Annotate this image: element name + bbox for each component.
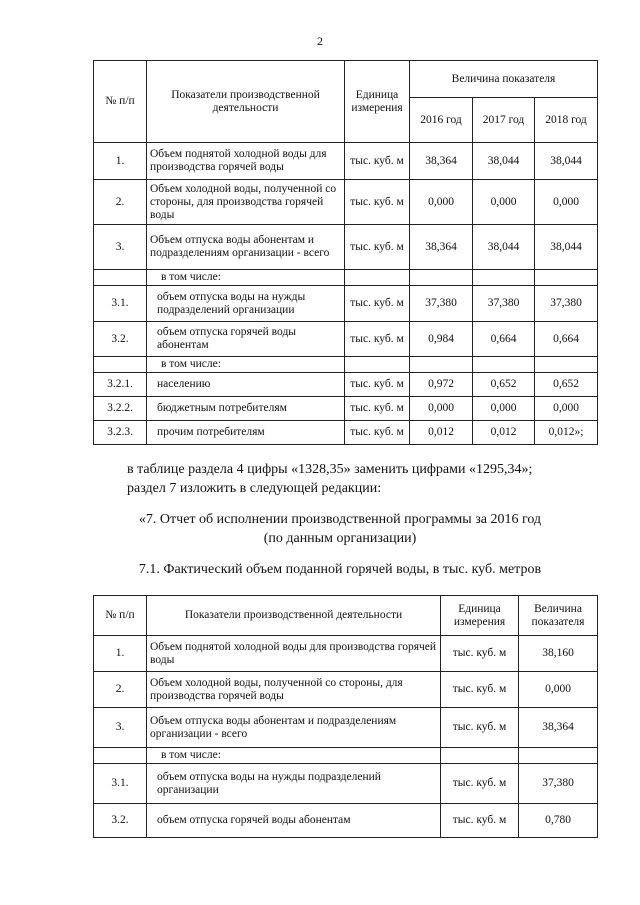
row-unit: тыс. куб. м (345, 397, 410, 421)
row-unit: тыс. куб. м (345, 225, 410, 270)
header-num: № п/п (94, 61, 147, 143)
row-name: объем отпуска воды на нужды подразделений организации (147, 764, 441, 804)
row-value: 0,000 (410, 180, 473, 225)
row-name: Объем холодной воды, полученной со стороны, для производства горячей воды (147, 180, 345, 225)
row-value: 38,044 (473, 225, 535, 270)
row-unit: тыс. куб. м (441, 804, 519, 838)
row-unit: тыс. куб. м (345, 286, 410, 322)
section-subtitle: (по данным организации) (263, 531, 417, 546)
header-unit: Единица измерения (441, 596, 519, 636)
row-name: объем отпуска горячей воды абонентам (147, 322, 345, 357)
row-num: 3.2. (94, 804, 147, 838)
row-value: 0,012»; (535, 421, 598, 445)
row-name: населению (147, 373, 345, 397)
header-num: № п/п (94, 596, 147, 636)
row-value: 0,652 (473, 373, 535, 397)
table-row (94, 270, 598, 286)
row-num: 3.1. (94, 286, 147, 322)
table-row (94, 397, 598, 421)
row-unit: тыс. куб. м (345, 322, 410, 357)
table-row (94, 708, 598, 748)
row-num: 3. (94, 225, 147, 270)
row-name: Объем отпуска воды абонентам и подразделениям организации - всего (147, 225, 345, 270)
section-title: «7. Отчет об исполнении производственной программы за 2016 год (138, 512, 542, 527)
header-indicator: Показатели производственной деятельности (147, 596, 441, 636)
table-row (94, 636, 598, 672)
row-value: 0,000 (473, 180, 535, 225)
row-unit: тыс. куб. м (345, 180, 410, 225)
row-value: 0,000 (535, 180, 598, 225)
row-unit: тыс. куб. м (441, 672, 519, 708)
row-value: 0,652 (535, 373, 598, 397)
row-value: 0,664 (535, 322, 598, 357)
table-row (94, 421, 598, 445)
row-value: 0,984 (410, 322, 473, 357)
header-year: 2017 год (473, 98, 535, 143)
table-row (94, 322, 598, 357)
row-value: 0,012 (410, 421, 473, 445)
row-num: 2. (94, 672, 147, 708)
table-row (94, 748, 598, 764)
row-num: 1. (94, 143, 147, 180)
amendment-line-2: раздел 7 изложить в следующей редакции: (127, 481, 382, 496)
table-row (94, 357, 598, 373)
row-value: 0,000 (410, 397, 473, 421)
row-value: 37,380 (535, 286, 598, 322)
row-num: 3.1. (94, 764, 147, 804)
row-unit: тыс. куб. м (441, 708, 519, 748)
row-name: бюджетным потребителям (147, 397, 345, 421)
table-row (94, 672, 598, 708)
production-table-2016-actual (93, 595, 598, 838)
row-value: 0,664 (473, 322, 535, 357)
row-value: 38,160 (519, 636, 598, 672)
row-value: 38,044 (535, 225, 598, 270)
row-name: Объем отпуска воды абонентам и подразделениям организации - всего (147, 708, 441, 748)
row-value: 38,364 (410, 143, 473, 180)
row-num: 2. (94, 180, 147, 225)
row-num: 1. (94, 636, 147, 672)
row-name: объем отпуска воды на нужды подразделений организации (147, 286, 345, 322)
row-value: 0,780 (519, 804, 598, 838)
table-row (94, 764, 598, 804)
row-num: 3.2. (94, 322, 147, 357)
row-unit: тыс. куб. м (345, 373, 410, 397)
row-value: 0,000 (519, 672, 598, 708)
header-value: Величина показателя (410, 61, 598, 98)
row-num: 3.2.3. (94, 421, 147, 445)
table-row (94, 373, 598, 397)
row-unit: тыс. куб. м (441, 764, 519, 804)
row-value: 38,364 (410, 225, 473, 270)
subsection-title: 7.1. Фактический объем поданной горячей воды, в тыс. куб. метров (138, 562, 542, 577)
row-value: 37,380 (473, 286, 535, 322)
table-row (94, 225, 598, 270)
table-row (94, 143, 598, 180)
row-value: 0,000 (535, 397, 598, 421)
amendment-line-1: в таблице раздела 4 цифры «1328,35» заменить цифрами «1295,34»; (127, 462, 533, 477)
table-row (94, 180, 598, 225)
header-value: Величина показателя (519, 596, 598, 636)
row-name: Объем поднятой холодной воды для производства горячей воды (147, 636, 441, 672)
header-unit: Единица измерения (345, 61, 410, 143)
table-row (94, 804, 598, 838)
row-name: объем отпуска горячей воды абонентам (147, 804, 441, 838)
header-indicator: Показатели производственной деятельности (147, 61, 345, 143)
header-year: 2018 год (535, 98, 598, 143)
row-value: 38,044 (473, 143, 535, 180)
subgroup-label: в том числе: (147, 270, 345, 286)
row-unit: тыс. куб. м (345, 143, 410, 180)
row-value: 0,972 (410, 373, 473, 397)
row-value: 38,364 (519, 708, 598, 748)
table-row (94, 286, 598, 322)
row-name: прочим потребителям (147, 421, 345, 445)
row-value: 38,044 (535, 143, 598, 180)
row-name: Объем холодной воды, полученной со стороны, для производства горячей воды (147, 672, 441, 708)
subgroup-label: в том числе: (147, 748, 441, 764)
row-value: 37,380 (519, 764, 598, 804)
row-num: 3. (94, 708, 147, 748)
row-value: 37,380 (410, 286, 473, 322)
row-value: 0,012 (473, 421, 535, 445)
header-year: 2016 год (410, 98, 473, 143)
row-unit: тыс. куб. м (345, 421, 410, 445)
row-num: 3.2.2. (94, 397, 147, 421)
subgroup-label: в том числе: (147, 357, 345, 373)
row-unit: тыс. куб. м (441, 636, 519, 672)
row-name: Объем поднятой холодной воды для производства горячей воды (147, 143, 345, 180)
production-table-2016-2018 (93, 60, 598, 445)
row-value: 0,000 (473, 397, 535, 421)
page-number: 2 (317, 34, 323, 48)
row-num: 3.2.1. (94, 373, 147, 397)
